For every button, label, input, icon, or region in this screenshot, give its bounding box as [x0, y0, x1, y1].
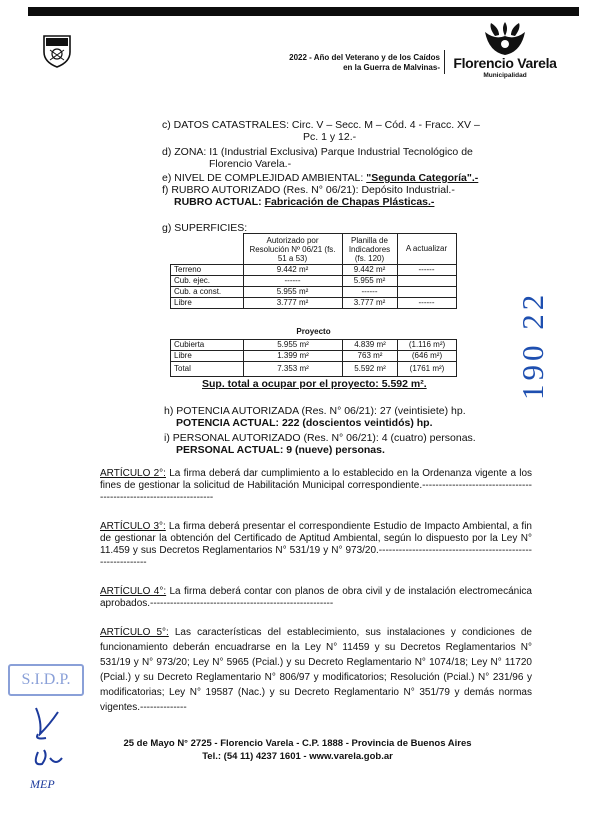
project-table — [170, 325, 457, 377]
table-row — [171, 362, 457, 377]
municipality-logo — [450, 22, 560, 86]
logo-name: Florencio Varela — [453, 55, 557, 71]
table-cell: ------ — [397, 265, 456, 276]
item-e-label: e) NIVEL DE COMPLEJIDAD AMBIENTAL: — [162, 172, 364, 184]
table-cell: Libre — [171, 351, 244, 362]
article-3-label: ARTÍCULO 3°: — [100, 521, 166, 532]
table-cell — [397, 287, 456, 298]
logo-subtitle: Municipalidad — [483, 72, 527, 79]
table-header-cell: A actualizar — [397, 234, 456, 265]
table-cell: (1761 m²) — [398, 362, 457, 377]
item-f-line-1: f) RUBRO AUTORIZADO (Res. N° 06/21): Depósito Industrial.- — [162, 184, 455, 196]
table-cell: 5.592 m² — [343, 362, 398, 377]
table-row — [171, 287, 457, 298]
article-3 — [100, 521, 532, 569]
sup-total: Sup. total a ocupar por el proyecto: 5.592 m². — [202, 378, 427, 390]
table-header-row — [171, 234, 457, 265]
table-row — [171, 351, 457, 362]
table-cell — [397, 276, 456, 287]
item-i-line-2: PERSONAL ACTUAL: 9 (nueve) personas. — [176, 444, 385, 456]
header-divider — [444, 50, 445, 74]
item-c-line-2: Pc. 1 y 12.- — [303, 131, 357, 143]
table-cell: 9.442 m² — [342, 265, 397, 276]
item-d-line-1: d) ZONA: I1 (Industrial Exclusiva) Parque Industrial Tecnológico de — [162, 146, 473, 158]
table-cell: 4.839 m² — [343, 340, 398, 351]
year-motto — [240, 53, 440, 73]
table-cell: 7.353 m² — [244, 362, 343, 377]
table-header-cell: Autorizado por Resolución Nº 06/21 (fs. 51 a 53) — [243, 234, 342, 265]
item-h-line-2: POTENCIA ACTUAL: 222 (doscientos veintidós) hp. — [176, 417, 433, 429]
folio-stamp: 190 22 — [515, 290, 550, 400]
item-f-line-2 — [174, 196, 434, 208]
initials-mark: MEP — [30, 777, 55, 791]
article-2-label: ARTÍCULO 2°: — [100, 468, 166, 479]
table-cell: 5.955 m² — [244, 340, 343, 351]
article-2-text: La firma deberá dar cumplimiento a lo establecido en la Ordenanza vigente a los fines de gestionar la solicitud de Habilitación Municipal correspondiente.------------------------------------------------------------------- — [100, 468, 533, 503]
item-e — [162, 172, 478, 184]
table-cell: (646 m²) — [398, 351, 457, 362]
table-cell: 5.955 m² — [342, 276, 397, 287]
table-row — [171, 265, 457, 276]
table-cell: 1.399 m² — [244, 351, 343, 362]
article-2 — [100, 468, 532, 504]
project-title-row — [171, 325, 457, 340]
table-cell: ------ — [342, 287, 397, 298]
table-cell: Terreno — [171, 265, 244, 276]
footer-address: 25 de Mayo N° 2725 - Florencio Varela - C.P. 1888 - Provincia de Buenos Aires — [123, 738, 472, 749]
table-cell: Cub. ejec. — [171, 276, 244, 287]
project-title: Proyecto — [296, 327, 331, 336]
table-row — [171, 340, 457, 351]
table-cell: 5.955 m² — [243, 287, 342, 298]
article-5-label: ARTÍCULO 5°: — [100, 627, 169, 638]
article-3-text: La firma deberá presentar el correspondiente Estudio de Impacto Ambiental, a fin de gestionar la obtención del Certificado de Aptitud Ambiental, según lo dispuesto por la Ley N° 11.459 y sus Decretos Reglamentarios N° 531/19 y N° 973/20.------------------------------------------------------------ — [100, 521, 532, 568]
item-h-line-1: h) POTENCIA AUTORIZADA (Res. N° 06/21): 27 (veintisiete) hp. — [164, 405, 466, 417]
table-cell: 763 m² — [343, 351, 398, 362]
item-f-actual-value: Fabricación de Chapas Plásticas.- — [264, 196, 435, 208]
article-4-label: ARTÍCULO 4°: — [100, 586, 167, 597]
table-cell: 3.777 m² — [342, 298, 397, 309]
article-4-text: La firma deberá contar con planos de obra civil y de instalación electromecánica aprobados.------------------------------------------------------- — [100, 586, 532, 609]
item-e-value: "Segunda Categoría".- — [366, 172, 479, 184]
table-row — [171, 276, 457, 287]
footer-contact: Tel.: (54 11) 4237 1601 - www.varela.gob.ar — [202, 751, 393, 762]
item-d-line-2: Florencio Varela.- — [209, 158, 292, 170]
article-4 — [100, 586, 532, 610]
table-cell: Total — [171, 362, 244, 377]
top-bar — [28, 7, 579, 16]
item-g-label: g) SUPERFICIES: — [162, 222, 248, 234]
table-cell: (1.116 m²) — [398, 340, 457, 351]
table-header-cell: Planilla de Indicadores (fs. 120) — [342, 234, 397, 265]
item-f-actual-label: RUBRO ACTUAL: — [174, 196, 262, 208]
item-c-line-1: c) DATOS CATASTRALES: Circ. V – Secc. M – Cód. 4 - Fracc. XV – — [162, 119, 480, 131]
table-cell: 9.442 m² — [243, 265, 342, 276]
flower-logo-icon — [475, 22, 535, 56]
table-header-cell — [171, 234, 244, 265]
table-row — [171, 298, 457, 309]
table-cell: ------ — [397, 298, 456, 309]
surfaces-table — [170, 233, 457, 309]
article-5-text: Las características del establecimiento, sus instalaciones y condiciones de funcionamiento deberán encuadrarse en la Ley N° 11459 y su Decretos Reglamentarios N° 531/19 y N° 973/20; Ley N° 5965 (Pcial.) y su Decreto Reglamentario N° 1074/18; Ley N° 11720 (Pcial.) y su Decreto Reglamentario N° 806/97 y modificatorios; Resolución (Pcial.) N° 231/96 y modificatorias; Ley N° 19587 (Nac.) y su Decreto Reglamentario N° 351/79 y demás normas vigentes.-------------- — [100, 627, 532, 713]
article-5 — [100, 625, 532, 715]
table-cell: Libre — [171, 298, 244, 309]
crest-icon — [42, 32, 72, 68]
year-motto-line-2: en la Guerra de Malvinas- — [343, 63, 440, 72]
table-cell: ------ — [243, 276, 342, 287]
table-cell: Cub. a const. — [171, 287, 244, 298]
year-motto-line-1: 2022 - Año del Veterano y de los Caídos — [289, 53, 440, 62]
table-cell: Cubierta — [171, 340, 244, 351]
sidp-stamp: S.I.D.P. — [8, 664, 84, 696]
table-cell: 3.777 m² — [243, 298, 342, 309]
item-i-line-1: i) PERSONAL AUTORIZADO (Res. N° 06/21): 4 (cuatro) personas. — [164, 432, 476, 444]
